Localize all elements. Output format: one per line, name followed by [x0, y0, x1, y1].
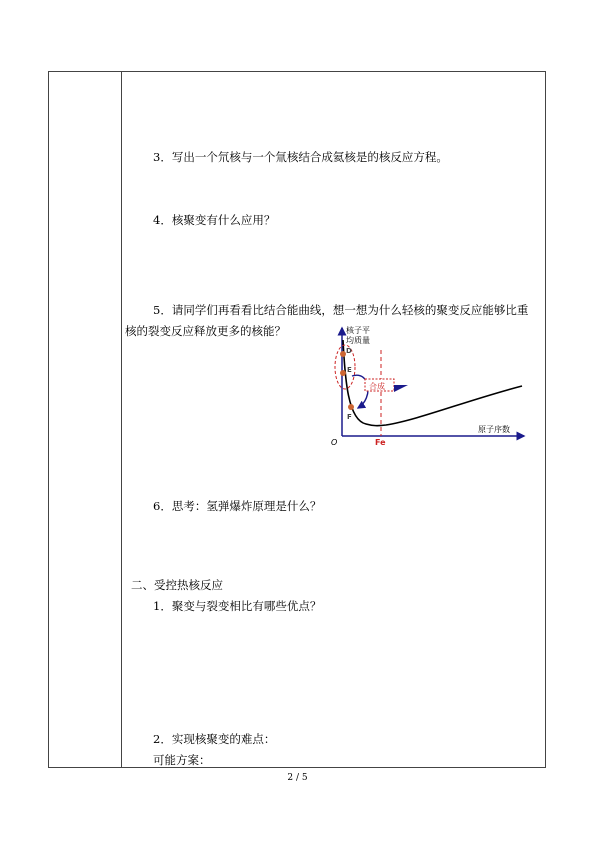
- question-6: 6．思考：氢弹爆炸原理是什么？: [153, 499, 322, 513]
- possible-plan: 可能方案：: [153, 753, 211, 767]
- fe-label: Fe: [375, 438, 386, 447]
- y-axis-label-2: 均质量: [346, 336, 370, 345]
- section-2-heading: 二、受控热核反应: [131, 578, 223, 592]
- section-2-question-1: 1．聚变与裂变相比有哪些优点？: [153, 599, 322, 613]
- nucleus-f-marker: [348, 404, 354, 410]
- nucleus-e-marker: [340, 370, 346, 376]
- x-axis-label: 原子序数: [478, 425, 510, 434]
- page-number: 2 / 5: [287, 773, 308, 783]
- question-3: 3．写出一个氘核与一个氚核结合成氦核是的核反应方程。: [153, 150, 448, 164]
- point-d-label: D: [346, 347, 352, 355]
- flag-marker: [394, 385, 408, 392]
- question-5-line-1: 5．请同学们再看看比结合能曲线，想一想为什么轻核的聚变反应能够比重: [153, 303, 529, 317]
- left-column: [49, 72, 122, 767]
- y-axis-label-1: 核子平: [346, 326, 370, 335]
- section-2-question-2: 2．实现核聚变的难点：: [153, 732, 276, 746]
- binding-energy-figure: [328, 320, 528, 450]
- question-5-line-2: 核的裂变反应释放更多的核能？: [125, 324, 286, 338]
- question-4: 4．核聚变有什么应用？: [153, 213, 276, 227]
- point-e-label: E: [347, 366, 352, 374]
- point-f-label: F: [347, 413, 352, 421]
- origin-label: O: [331, 438, 338, 447]
- fusion-label: 合成: [369, 382, 385, 391]
